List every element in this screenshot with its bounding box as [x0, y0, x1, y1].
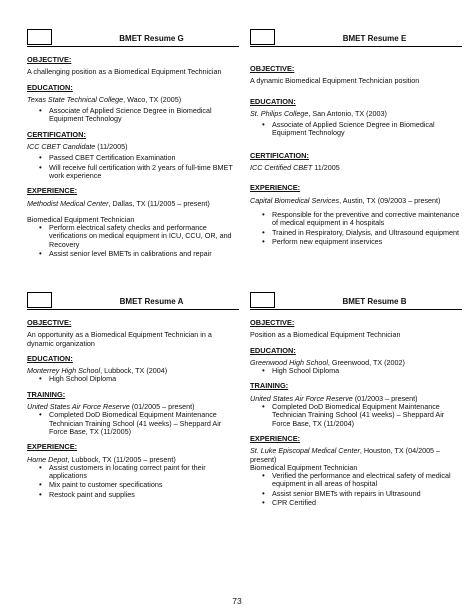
experience-list — [250, 472, 462, 507]
list-item: • Will receive full certification with 2 years of full-time BMET work experience — [27, 164, 239, 181]
resume-b-panel — [250, 292, 462, 509]
cert-line — [27, 143, 239, 151]
list-item: • Verified the performance and electrical safety of medical equipment in all areas of hospital — [250, 472, 462, 489]
job-title: Biomedical Equipment Technician — [27, 214, 135, 224]
employer-details: , Lubbock, TX (11/2005 – present) — [67, 454, 176, 464]
objective-label: OBJECTIVE: — [27, 55, 72, 64]
resume-title: BMET Resume B — [342, 297, 407, 306]
school-location: , Lubbock, TX (2004) — [100, 366, 168, 376]
list-item: • Mix paint to customer specifications — [27, 481, 239, 489]
header-rule — [250, 309, 462, 310]
certification-list — [27, 154, 239, 180]
education-label: EDUCATION: — [27, 353, 73, 363]
education-list — [27, 107, 239, 124]
school-location: , Waco, TX (2005) — [123, 94, 182, 104]
resume-header — [250, 29, 462, 49]
list-item: • High School Diploma — [27, 375, 239, 383]
checkbox[interactable] — [27, 29, 52, 45]
resume-g-panel — [27, 29, 239, 260]
resume-title: BMET Resume A — [119, 297, 184, 306]
resume-e-panel — [250, 29, 462, 248]
experience-label: EXPERIENCE: — [27, 442, 78, 452]
school-line — [27, 96, 239, 104]
resume-title: BMET Resume E — [342, 34, 407, 43]
training-org: United States Air Force Reserve — [27, 402, 130, 412]
experience-label: EXPERIENCE: — [27, 186, 78, 196]
education-label: EDUCATION: — [27, 82, 73, 92]
list-item: • Completed DoD Biomedical Equipment Maintenance Technician Training School (41 weeks) – Sheppard Air Force Base, TX (11/2004) — [250, 403, 462, 428]
cert-line — [250, 164, 462, 172]
school-location: , San Antonio, TX (2003) — [308, 108, 387, 118]
job-title: Biomedical Equipment Technician — [250, 462, 358, 472]
employer-name: St. Luke Episcopal Medical Center — [250, 446, 360, 456]
experience-label: EXPERIENCE: — [250, 183, 301, 193]
education-list — [27, 375, 239, 383]
list-item: • Passed CBET Certification Examination — [27, 154, 239, 162]
list-item: • Assist senior level BMETs in calibrations and repair — [27, 250, 239, 258]
list-item: • Assist customers in locating correct paint for their applications — [27, 464, 239, 481]
education-label: EDUCATION: — [250, 345, 296, 355]
list-item: • Perform new equipment inservices — [250, 238, 462, 246]
training-org: United States Air Force Reserve — [250, 393, 353, 403]
objective-text: A challenging position as a Biomedical Equipment Technician — [27, 67, 222, 77]
employer-line — [250, 197, 462, 205]
training-list — [27, 411, 239, 436]
employer-details: , Dallas, TX (11/2005 – present) — [108, 198, 210, 208]
list-item: • Associate of Applied Science Degree in Biomedical Equipment Technology — [250, 121, 462, 138]
education-list — [250, 367, 462, 375]
objective-text: A dynamic Biomedical Equipment Technician position — [250, 76, 420, 86]
employer-details: , Houston, TX (04/2005 – present) — [250, 446, 441, 464]
cert-org: ICC Certified CBET — [250, 163, 313, 173]
school-location: , Greenwood, TX (2002) — [327, 357, 405, 367]
list-item: • CPR Certified — [250, 499, 462, 507]
experience-list — [27, 224, 239, 258]
school-name: Greenwood High School — [250, 357, 328, 367]
header-rule — [27, 46, 239, 47]
checkbox[interactable] — [27, 292, 52, 308]
employer-line — [27, 200, 239, 208]
cert-org: ICC CBET Candidate — [27, 142, 96, 152]
resume-title: BMET Resume G — [119, 34, 184, 43]
certification-label: CERTIFICATION: — [250, 150, 309, 160]
school-line — [250, 110, 462, 118]
training-list — [250, 403, 462, 428]
school-name: Texas State Technical College — [27, 94, 124, 104]
employer-name: Home Depot — [27, 454, 68, 464]
training-label: TRAINING: — [27, 389, 66, 399]
objective-label: OBJECTIVE: — [250, 318, 295, 327]
employer-details: , Austin, TX (09/2003 – present) — [339, 195, 441, 205]
education-list — [250, 121, 462, 138]
experience-list — [27, 464, 239, 499]
employer-name: Capital Biomedical Services — [250, 195, 340, 205]
list-item: • Trained in Respiratory, Dialysis, and Ultrasound equipment — [250, 229, 462, 237]
school-name: Monterrey High School — [27, 366, 101, 376]
objective-text: Position as a Biomedical Equipment Technician — [250, 330, 401, 340]
header-rule — [27, 309, 239, 310]
checkbox[interactable] — [250, 29, 275, 45]
training-label: TRAINING: — [250, 381, 289, 391]
objective-label: OBJECTIVE: — [250, 64, 295, 73]
training-dates: (01/2003 – present) — [352, 393, 418, 403]
certification-label: CERTIFICATION: — [27, 129, 86, 139]
list-item: • Assist senior BMETs with repairs in Ultrasound — [250, 490, 462, 498]
employer-name: Methodist Medical Center — [27, 198, 109, 208]
employer-line — [250, 447, 462, 464]
experience-label: EXPERIENCE: — [250, 433, 301, 443]
checkbox[interactable] — [250, 292, 275, 308]
training-dates: (01/2005 – present) — [129, 402, 195, 412]
resume-header — [27, 292, 239, 312]
resume-a-panel — [27, 292, 239, 501]
cert-date: (11/2005) — [95, 142, 128, 152]
list-item: • Completed DoD Biomedical Equipment Maintenance Technician Training School (41 weeks) – Sheppard Air Force Base, TX (11/2005) — [27, 411, 239, 436]
page-number: 73 — [232, 596, 242, 606]
cert-date: 11/2005 — [312, 163, 340, 173]
objective-text: An opportunity as a Biomedical Equipment Technician in a dynamic organization — [27, 330, 212, 348]
school-name: St. Philips College — [250, 108, 309, 118]
experience-list — [250, 211, 462, 246]
resume-header — [27, 29, 239, 49]
list-item: • Responsible for the preventive and corrective maintenance of medical equipment in 4 hospitals — [250, 211, 462, 228]
resume-header — [250, 292, 462, 312]
header-rule — [250, 46, 462, 47]
list-item: • Associate of Applied Science Degree in Biomedical Equipment Technology — [27, 107, 239, 124]
objective-label: OBJECTIVE: — [27, 318, 72, 327]
education-label: EDUCATION: — [250, 96, 296, 106]
list-item: • High School Diploma — [250, 367, 462, 375]
list-item: • Perform electrical safety checks and performance verifications on medical equipment in ICU, CCU, OR, and Recovery — [27, 224, 239, 249]
list-item: • Restock paint and supplies — [27, 491, 239, 499]
